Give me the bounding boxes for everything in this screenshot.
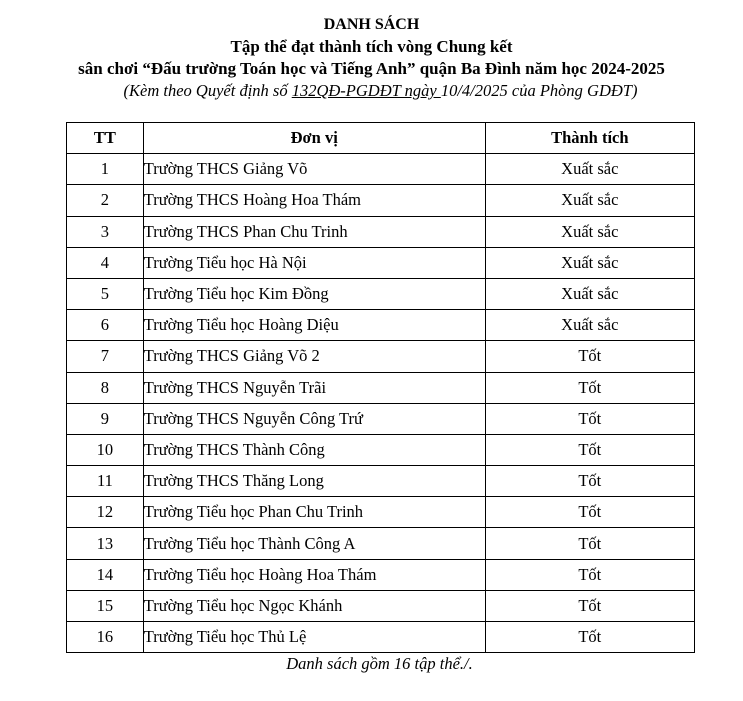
row-result: Xuất sắc xyxy=(485,185,694,216)
decision-text-part3: /4/2025 của Phòng GDĐT) xyxy=(457,81,638,100)
table-row xyxy=(67,528,695,559)
row-result: Tốt xyxy=(485,590,694,621)
row-result: Tốt xyxy=(485,559,694,590)
row-tt: 14 xyxy=(67,559,144,590)
table-header-row xyxy=(67,123,695,154)
row-tt: 2 xyxy=(67,185,144,216)
row-tt: 15 xyxy=(67,590,144,621)
row-result: Xuất sắc xyxy=(485,216,694,247)
row-tt: 1 xyxy=(67,154,144,185)
decision-text-part2: QĐ-PGDĐT ngày xyxy=(316,81,441,100)
row-tt: 6 xyxy=(67,310,144,341)
row-unit: Trường Tiểu học Ngọc Khánh xyxy=(143,590,485,621)
row-tt: 9 xyxy=(67,403,144,434)
row-unit: Trường THCS Giảng Võ xyxy=(143,154,485,185)
decision-text-part1: (Kèm theo Quyết định số xyxy=(123,81,292,100)
row-unit: Trường Tiểu học Thủ Lệ xyxy=(143,622,485,653)
table-row xyxy=(67,466,695,497)
decision-day-month: 10 xyxy=(440,81,458,100)
row-result: Xuất sắc xyxy=(485,247,694,278)
table-row xyxy=(67,372,695,403)
row-result: Tốt xyxy=(485,466,694,497)
row-unit: Trường THCS Giảng Võ 2 xyxy=(143,341,485,372)
document-header xyxy=(0,14,743,102)
table-row xyxy=(67,310,695,341)
table-row xyxy=(67,185,695,216)
column-header-result: Thành tích xyxy=(485,123,694,154)
table-row xyxy=(67,154,695,185)
row-unit: Trường Tiểu học Hoàng Hoa Thám xyxy=(143,559,485,590)
row-unit: Trường THCS Nguyễn Công Trứ xyxy=(143,403,485,434)
table-row xyxy=(67,278,695,309)
column-header-tt: TT xyxy=(67,123,144,154)
row-unit: Trường THCS Thành Công xyxy=(143,434,485,465)
row-tt: 4 xyxy=(67,247,144,278)
row-result: Tốt xyxy=(485,622,694,653)
row-result: Tốt xyxy=(485,528,694,559)
row-unit: Trường Tiểu học Hoàng Diệu xyxy=(143,310,485,341)
table-row xyxy=(67,216,695,247)
row-result: Xuất sắc xyxy=(485,154,694,185)
row-tt: 10 xyxy=(67,434,144,465)
row-result: Tốt xyxy=(485,341,694,372)
document-subtitle-event: sân chơi “Đấu trường Toán học và Tiếng Anh” quận Ba Đình năm học 2024-2025 xyxy=(78,59,665,78)
award-list-table xyxy=(66,122,695,653)
row-tt: 5 xyxy=(67,278,144,309)
row-tt: 11 xyxy=(67,466,144,497)
document-title: DANH SÁCH xyxy=(323,16,420,33)
row-unit: Trường Tiểu học Hà Nội xyxy=(143,247,485,278)
row-result: Tốt xyxy=(485,403,694,434)
row-tt: 8 xyxy=(67,372,144,403)
row-unit: Trường Tiểu học Phan Chu Trinh xyxy=(143,497,485,528)
row-unit: Trường THCS Hoàng Hoa Thám xyxy=(143,185,485,216)
row-result: Tốt xyxy=(485,497,694,528)
column-header-unit: Đơn vị xyxy=(143,123,485,154)
row-unit: Trường Tiểu học Kim Đồng xyxy=(143,278,485,309)
row-tt: 3 xyxy=(67,216,144,247)
row-tt: 12 xyxy=(67,497,144,528)
decision-reference xyxy=(0,80,743,102)
row-unit: Trường Tiểu học Thành Công A xyxy=(143,528,485,559)
table-row xyxy=(67,403,695,434)
table-row xyxy=(67,341,695,372)
row-result: Xuất sắc xyxy=(485,310,694,341)
table-row xyxy=(67,247,695,278)
list-summary: Danh sách gồm 16 tập thể./. xyxy=(286,654,473,673)
table-row xyxy=(67,622,695,653)
table-row xyxy=(67,434,695,465)
row-tt: 13 xyxy=(67,528,144,559)
row-tt: 16 xyxy=(67,622,144,653)
row-result: Tốt xyxy=(485,372,694,403)
document-subtitle: Tập thể đạt thành tích vòng Chung kết xyxy=(230,37,513,56)
table-row xyxy=(67,559,695,590)
row-unit: Trường THCS Thăng Long xyxy=(143,466,485,497)
row-result: Xuất sắc xyxy=(485,278,694,309)
row-unit: Trường THCS Phan Chu Trinh xyxy=(143,216,485,247)
row-unit: Trường THCS Nguyễn Trãi xyxy=(143,372,485,403)
row-tt: 7 xyxy=(67,341,144,372)
table-row xyxy=(67,590,695,621)
table-row xyxy=(67,497,695,528)
row-result: Tốt xyxy=(485,434,694,465)
decision-number: 132 xyxy=(291,81,317,100)
